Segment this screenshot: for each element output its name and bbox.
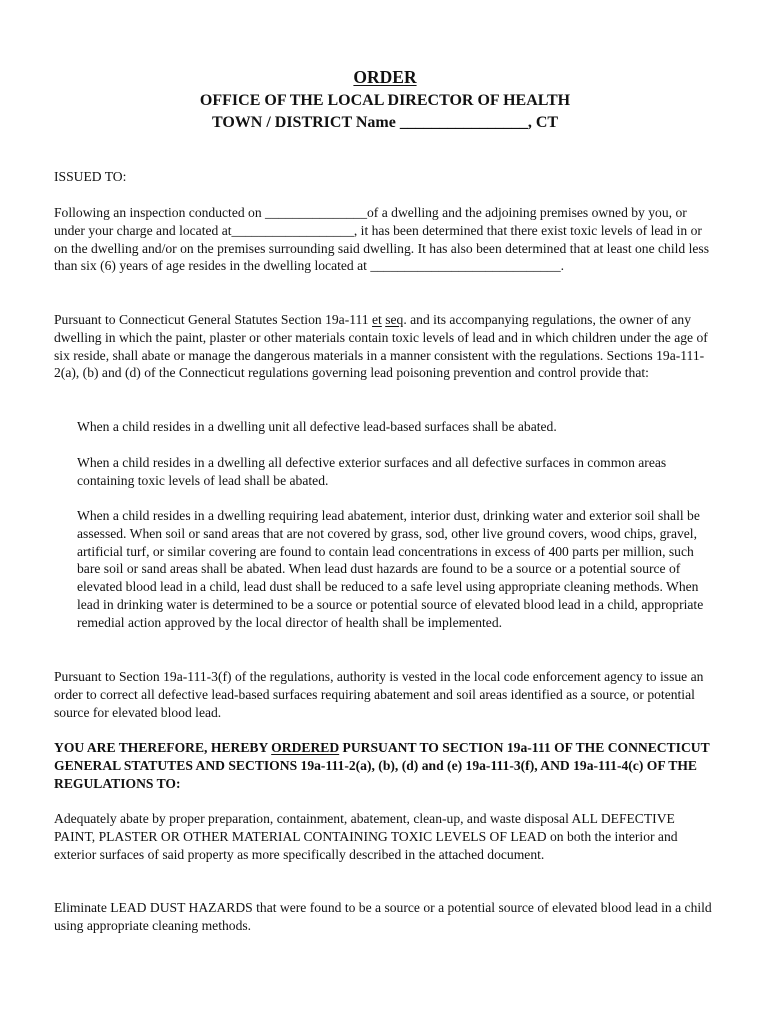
order-directive-paragraph [54,739,718,792]
seq-word: seq [385,312,404,327]
statute-text-start: Pursuant to Connecticut General Statutes Section 19a-111 [54,312,372,327]
dust-hazard-instruction-paragraph: Eliminate LEAD DUST HAZARDS that were found to be a source or a potential source of elevated blood lead in a child using appropriate cleaning methods. [54,900,712,933]
ordered-word: ORDERED [271,740,340,755]
office-heading: OFFICE OF THE LOCAL DIRECTOR OF HEALTH [199,92,571,109]
inspection-paragraph: Following an inspection conducted on _______________of a dwelling and the adjoining premises owned by you, or under your charge and located at__________________, it has been determined that there exist toxic levels of lead in or on the dwelling and/or on the premises surrounding said dwelling. It has also been determined that at least one child less than six (6) years of age resides in the dwelling located at ____________________________. [54,205,709,274]
town-district-heading: TOWN / DISTRICT Name ________________, CT [211,114,559,131]
statute-paragraph [54,311,718,382]
document-title: ORDER [353,67,417,87]
authority-paragraph: Pursuant to Section 19a-111-3(f) of the regulations, authority is vested in the local code enforcement agency to issue an order to correct all defective lead-based surfaces requiring abatement and soil areas identified as a source, or potential source for elevated blood lead. [54,669,704,720]
regulation-quote-2: When a child resides in a dwelling all defective exterior surfaces and all defective surfaces in common areas containing toxic levels of lead shall be abated. [77,455,667,488]
order-text-start: YOU ARE THEREFORE, HEREBY [54,740,272,755]
issued-to-label: ISSUED TO: [54,169,127,184]
abate-instruction-paragraph: Adequately abate by proper preparation, containment, abatement, clean-up, and waste disposal ALL DEFECTIVE PAINT, PLASTER OR OTHER MATERIAL CONTAINING TOXIC LEVELS OF LEAD on both the interior and exterior surfaces of said property as more specifically described in the attached document. [54,811,678,862]
order-text-end: PURSUANT TO SECTION 19a-111 OF THE CONNECTICUT GENERAL STATUTES AND SECTIONS 19a-111-2(a), (b), (d) and (e) 19a-111-3(f), AND 19a-111-4(c) OF THE REGULATIONS TO: [54,740,710,791]
et-word: et [372,312,382,327]
regulation-quote-1: When a child resides in a dwelling unit all defective lead-based surfaces shall be abated. [77,419,557,434]
statute-text-end: . and its accompanying regulations, the owner of any dwelling in which the paint, plaster or other materials contain toxic levels of lead and in which children under the age of six reside, shall abate or manage the dangerous materials in a manner consistent with the regulations. Sections 19a-111-2(a), (b) and (d) of the Connecticut regulations governing lead poisoning prevention and control provide that: [54,312,708,381]
regulation-quote-3: When a child resides in a dwelling requiring lead abatement, interior dust, drinking water and exterior soil shall be assessed. When soil or sand areas that are not covered by grass, sod, other live ground covers, wood chips, gravel, artificial turf, or similar covering are found to contain lead concentrations in excess of 400 parts per million, such bare soil or sand areas shall be abated. When lead dust hazards are found to be a source or a potential source of elevated blood lead in a child, lead dust shall be reduced to a safe level using appropriate cleaning methods. When lead in drinking water is determined to be a source or potential source of elevated blood lead in a child, appropriate remedial action approved by the local director of health shall be implemented. [77,508,704,630]
